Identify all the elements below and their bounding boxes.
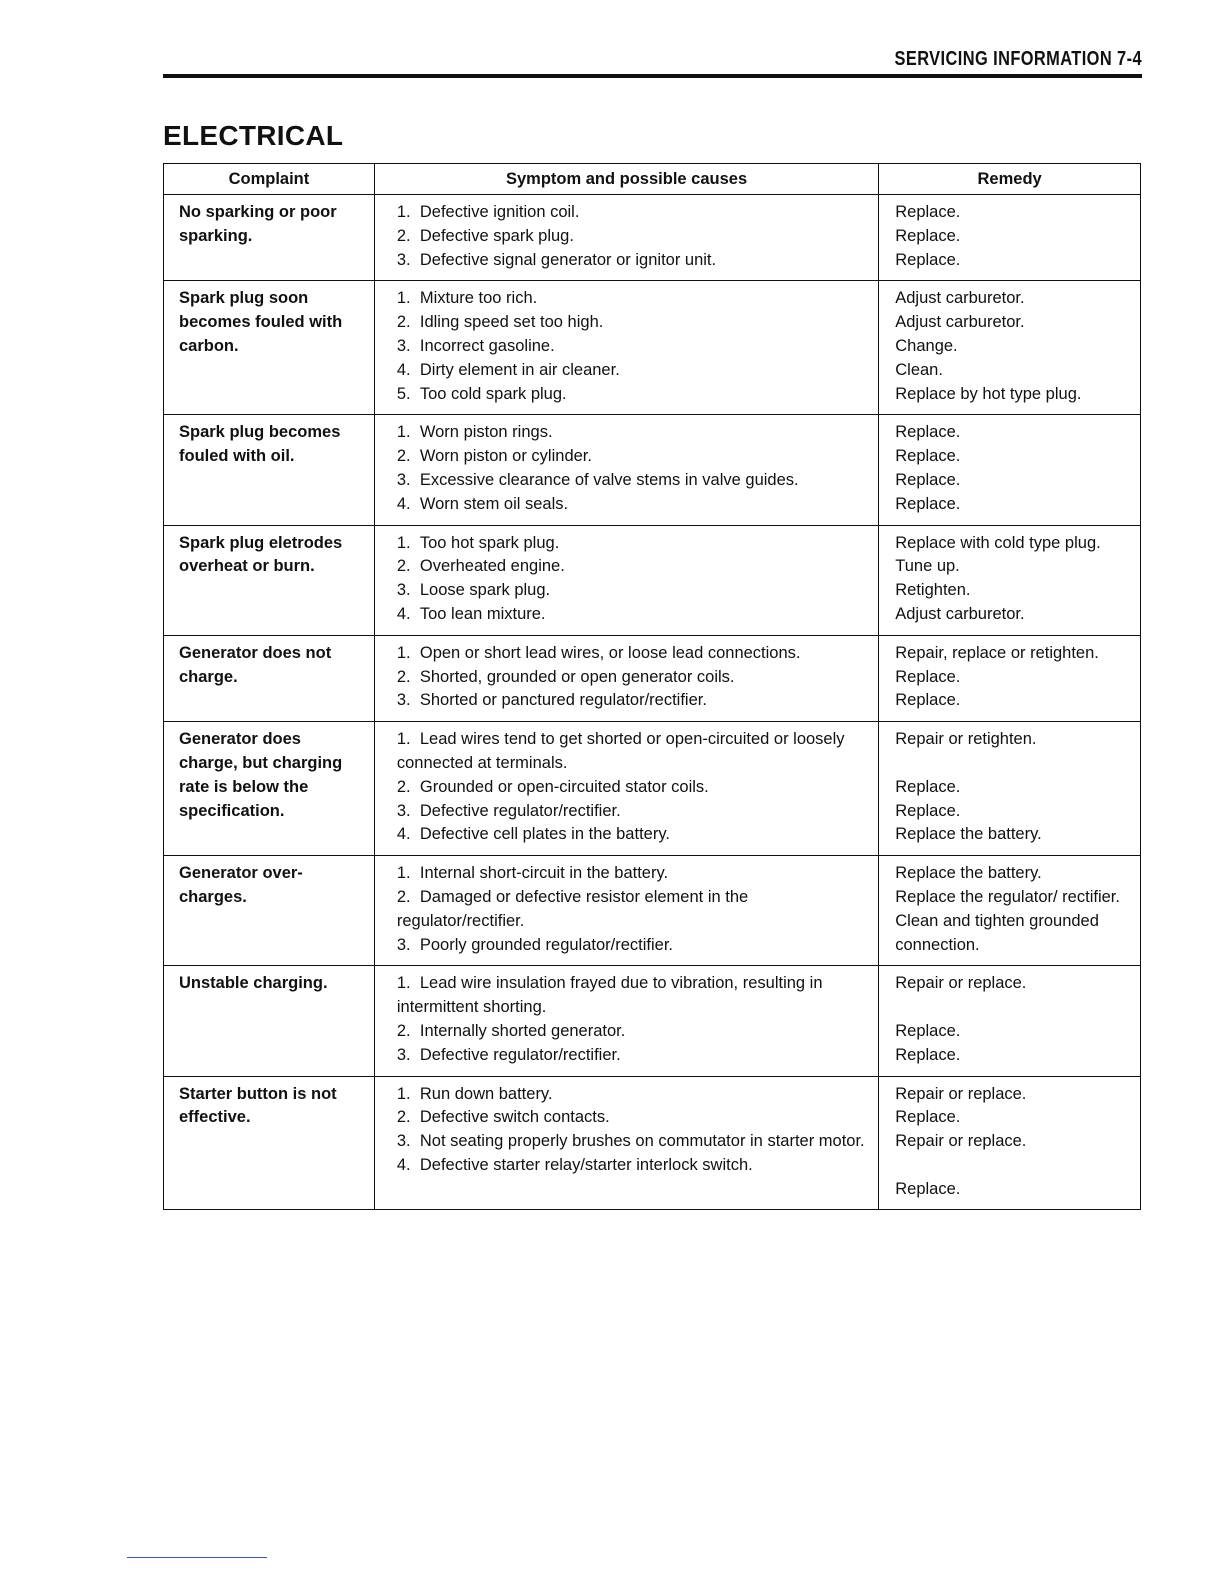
cause-item: 1. Defective ignition coil. <box>396 203 580 221</box>
cause-item: 1. Lead wires tend to get shorted or open-circuited or loosely connected at terminals. <box>396 730 845 772</box>
causes-cell <box>374 635 878 721</box>
cause-item: 3. Defective regulator/rectifier. <box>396 1045 621 1064</box>
causes-cell <box>374 722 878 856</box>
causes-cell <box>374 195 878 281</box>
remedy-item: Replace. <box>895 1108 961 1127</box>
header-rule <box>163 74 1142 78</box>
cause-item: 3. Incorrect gasoline. <box>396 336 555 355</box>
complaint-cell: Spark plug becomes fouled with oil. <box>164 415 375 525</box>
complaint-cell: Generator does not charge. <box>164 635 375 721</box>
remedy-item: Change. <box>895 336 958 355</box>
table-row <box>164 966 1141 1076</box>
remedy-item: Replace. <box>895 1179 961 1198</box>
remedy-cell <box>879 966 1141 1076</box>
causes-cell <box>374 525 878 635</box>
remedy-item: Repair or replace. <box>895 1132 1027 1151</box>
cause-item: 3. Defective signal generator or ignitor unit. <box>396 250 717 269</box>
remedy-item: Replace by hot type plug. <box>895 384 1082 403</box>
complaint-cell: Spark plug eletrodes overheat or burn. <box>164 525 375 635</box>
remedy-cell <box>879 415 1141 525</box>
remedy-item: Retighten. <box>895 581 971 600</box>
complaint-cell: Unstable charging. <box>164 966 375 1076</box>
cause-item: 3. Loose spark plug. <box>396 581 551 600</box>
column-header-complaint: Complaint <box>164 164 375 195</box>
remedy-item: Repair, replace or retighten. <box>895 643 1099 662</box>
cause-item: 2. Worn piston or cylinder. <box>396 447 592 466</box>
remedy-item: Replace. <box>895 203 961 221</box>
complaint-cell: No sparking or poor sparking. <box>164 195 375 281</box>
remedy-item: Replace. <box>895 470 961 489</box>
cause-item: 3. Shorted or panctured regulator/rectifier. <box>396 691 707 710</box>
cause-item: 3. Defective regulator/rectifier. <box>396 801 621 820</box>
remedy-cell <box>879 195 1141 281</box>
remedy-spacer <box>895 1154 1136 1178</box>
remedy-item: Clean. <box>895 360 943 379</box>
remedy-cell <box>879 1076 1141 1210</box>
remedy-cell <box>879 856 1141 966</box>
cause-item: 5. Too cold spark plug. <box>396 384 567 403</box>
cause-item: 1. Internal short-circuit in the battery. <box>396 864 669 883</box>
troubleshooting-table <box>163 163 1141 1210</box>
cause-item: 3. Excessive clearance of valve stems in valve guides. <box>396 470 799 489</box>
remedy-item: Replace. <box>895 447 961 466</box>
remedy-item: Replace. <box>895 1045 961 1064</box>
causes-cell <box>374 856 878 966</box>
table-row <box>164 1076 1141 1210</box>
page-header: SERVICING INFORMATION 7-4 <box>894 48 1142 70</box>
cause-item: 1. Open or short lead wires, or loose lead connections. <box>396 643 801 662</box>
cause-item: 2. Idling speed set too high. <box>396 313 604 332</box>
table-row <box>164 281 1141 415</box>
cause-item: 4. Defective cell plates in the battery. <box>396 825 670 844</box>
cause-item: 2. Defective spark plug. <box>396 226 574 245</box>
cause-item: 1. Worn piston rings. <box>396 423 553 442</box>
remedy-item: Replace. <box>895 691 961 710</box>
remedy-item: Replace. <box>895 777 961 796</box>
section-title: ELECTRICAL <box>163 120 344 151</box>
causes-cell <box>374 1076 878 1210</box>
remedy-cell <box>879 281 1141 415</box>
column-header-remedy: Remedy <box>879 164 1141 195</box>
cause-item: 1. Too hot spark plug. <box>396 533 560 552</box>
remedy-item: Replace the regulator/ rectifier. <box>895 887 1120 906</box>
cause-item: 2. Shorted, grounded or open generator coils. <box>396 667 735 686</box>
remedy-cell <box>879 525 1141 635</box>
remedy-item: Replace the battery. <box>895 864 1042 883</box>
cause-item: 4. Dirty element in air cleaner. <box>396 360 620 379</box>
cause-item: 4. Defective starter relay/starter interlock switch. <box>396 1155 753 1174</box>
cause-item: 2. Overheated engine. <box>396 557 565 576</box>
cause-item: 1. Mixture too rich. <box>396 289 538 308</box>
remedy-spacer <box>895 752 1136 776</box>
cause-item: 2. Grounded or open-circuited stator coils. <box>396 777 709 796</box>
causes-cell <box>374 966 878 1076</box>
cause-item: 4. Too lean mixture. <box>396 604 546 623</box>
complaint-cell: Spark plug soon becomes fouled with carbon. <box>164 281 375 415</box>
cause-item: 1. Lead wire insulation frayed due to vibration, resulting in intermittent shorting. <box>396 974 823 1017</box>
footer-link-underline <box>127 1557 267 1558</box>
remedy-item: Replace. <box>895 667 961 686</box>
remedy-cell <box>879 635 1141 721</box>
cause-item: 2. Defective switch contacts. <box>396 1108 610 1127</box>
remedy-item: Replace. <box>895 226 961 245</box>
table-row <box>164 856 1141 966</box>
complaint-cell: Generator does charge, but charging rate is below the specification. <box>164 722 375 856</box>
cause-item: 2. Internally shorted generator. <box>396 1021 626 1040</box>
complaint-cell: Generator over-charges. <box>164 856 375 966</box>
remedy-item: Replace. <box>895 801 961 820</box>
cause-item: 4. Worn stem oil seals. <box>396 494 569 513</box>
cause-item: 1. Run down battery. <box>396 1084 553 1103</box>
remedy-item: Clean and tighten grounded connection. <box>895 911 1099 954</box>
cause-item: 3. Poorly grounded regulator/rectifier. <box>396 935 673 954</box>
remedy-item: Adjust carburetor. <box>895 313 1025 332</box>
remedy-item: Tune up. <box>895 557 960 576</box>
remedy-spacer <box>895 996 1136 1020</box>
remedy-cell <box>879 722 1141 856</box>
causes-cell <box>374 415 878 525</box>
remedy-item: Replace. <box>895 1021 961 1040</box>
remedy-item: Replace. <box>895 494 961 513</box>
remedy-item: Replace with cold type plug. <box>895 533 1101 552</box>
cause-item: 2. Damaged or defective resistor element in the regulator/rectifier. <box>396 887 749 930</box>
remedy-item: Repair or replace. <box>895 974 1027 993</box>
remedy-item: Replace the battery. <box>895 825 1042 844</box>
remedy-item: Adjust carburetor. <box>895 604 1025 623</box>
cause-item: 3. Not seating properly brushes on commutator in starter motor. <box>396 1132 865 1151</box>
table-row <box>164 195 1141 281</box>
causes-cell <box>374 281 878 415</box>
remedy-item: Repair or replace. <box>895 1084 1027 1103</box>
remedy-item: Repair or retighten. <box>895 730 1037 749</box>
remedy-item: Adjust carburetor. <box>895 289 1025 308</box>
table-row <box>164 722 1141 856</box>
remedy-item: Replace. <box>895 250 961 269</box>
table-row <box>164 635 1141 721</box>
table-header-row <box>164 164 1141 195</box>
complaint-cell: Starter button is not effective. <box>164 1076 375 1210</box>
remedy-item: Replace. <box>895 423 961 442</box>
column-header-causes: Symptom and possible causes <box>374 164 878 195</box>
table-row <box>164 525 1141 635</box>
table-row <box>164 415 1141 525</box>
